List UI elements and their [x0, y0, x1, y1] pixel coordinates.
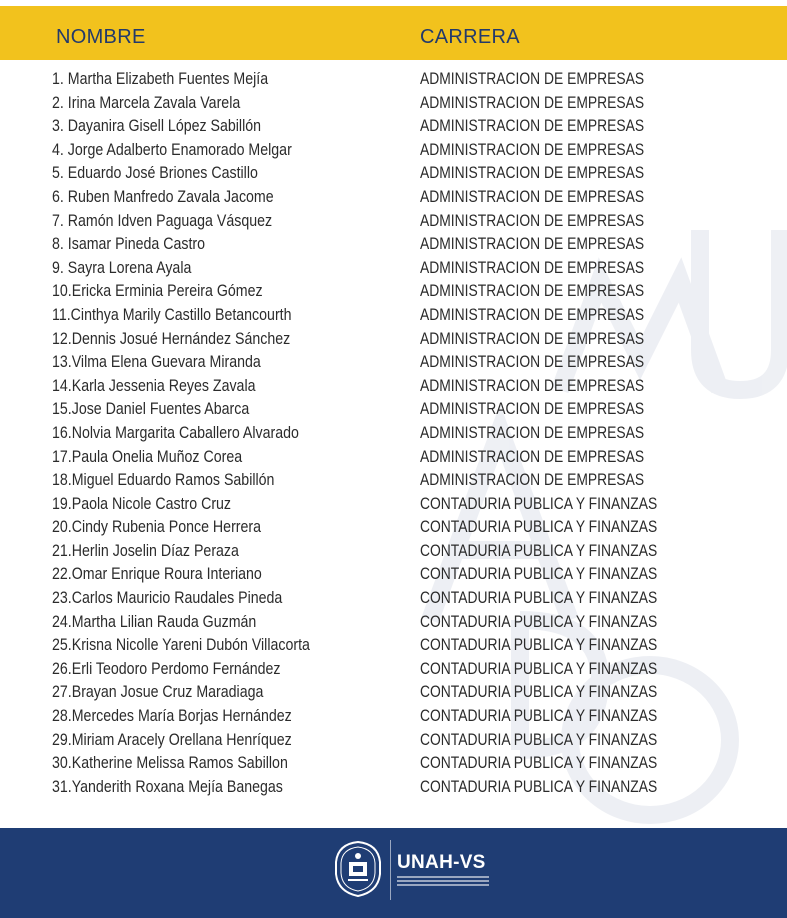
table-row	[0, 729, 787, 753]
student-career: ADMINISTRACION DE EMPRESAS	[420, 471, 645, 490]
table-row	[0, 351, 787, 375]
student-name: 6. Ruben Manfredo Zavala Jacome	[52, 187, 274, 206]
student-name: 29.Miriam Aracely Orellana Henríquez	[52, 730, 292, 749]
student-name: 10.Ericka Erminia Pereira Gómez	[52, 282, 263, 301]
table-row	[0, 139, 787, 163]
student-name: 17.Paula Onelia Muñoz Corea	[52, 447, 243, 466]
table-row	[0, 422, 787, 446]
student-career: ADMINISTRACION DE EMPRESAS	[420, 329, 645, 348]
student-career: ADMINISTRACION DE EMPRESAS	[420, 282, 645, 301]
student-name: 7. Ramón Idven Paguaga Vásquez	[52, 211, 273, 230]
table-row	[0, 540, 787, 564]
table-row	[0, 398, 787, 422]
student-career: ADMINISTRACION DE EMPRESAS	[420, 117, 645, 136]
table-row	[0, 280, 787, 304]
student-list	[0, 68, 787, 799]
student-career: CONTADURIA PUBLICA Y FINANZAS	[420, 565, 658, 584]
student-name: 15.Jose Daniel Fuentes Abarca	[52, 400, 250, 419]
table-row	[0, 304, 787, 328]
student-name: 12.Dennis Josué Hernández Sánchez	[52, 329, 291, 348]
student-career: ADMINISTRACION DE EMPRESAS	[420, 353, 645, 372]
table-row	[0, 681, 787, 705]
table-header	[0, 6, 787, 60]
student-name: 13.Vilma Elena Guevara Miranda	[52, 353, 261, 372]
table-row	[0, 257, 787, 281]
student-career: ADMINISTRACION DE EMPRESAS	[420, 211, 645, 230]
student-career: CONTADURIA PUBLICA Y FINANZAS	[420, 636, 658, 655]
student-name: 19.Paola Nicole Castro Cruz	[52, 494, 232, 513]
table-row	[0, 752, 787, 776]
student-name: 24.Martha Lilian Rauda Guzmán	[52, 612, 257, 631]
table-row	[0, 92, 787, 116]
logo-wordmark: UNAH-VS	[397, 852, 486, 873]
student-name: 2. Irina Marcela Zavala Varela	[52, 93, 241, 112]
student-career: ADMINISTRACION DE EMPRESAS	[420, 93, 645, 112]
student-name: 5. Eduardo José Briones Castillo	[52, 164, 258, 183]
table-row	[0, 375, 787, 399]
student-name: 16.Nolvia Margarita Caballero Alvarado	[52, 423, 299, 442]
student-name: 11.Cinthya Marily Castillo Betancourth	[52, 305, 292, 324]
student-career: CONTADURIA PUBLICA Y FINANZAS	[420, 518, 658, 537]
student-career: CONTADURIA PUBLICA Y FINANZAS	[420, 541, 658, 560]
student-career: ADMINISTRACION DE EMPRESAS	[420, 447, 645, 466]
table-row	[0, 446, 787, 470]
student-career: CONTADURIA PUBLICA Y FINANZAS	[420, 754, 658, 773]
footer-band	[0, 828, 787, 918]
table-row	[0, 611, 787, 635]
logo-divider	[390, 840, 391, 900]
student-name: 20.Cindy Rubenia Ponce Herrera	[52, 518, 262, 537]
student-name: 22.Omar Enrique Roura Interiano	[52, 565, 262, 584]
student-name: 1. Martha Elizabeth Fuentes Mejía	[52, 70, 269, 88]
table-row	[0, 658, 787, 682]
student-career: ADMINISTRACION DE EMPRESAS	[420, 376, 645, 395]
table-row	[0, 186, 787, 210]
student-name: 27.Brayan Josue Cruz Maradiaga	[52, 683, 264, 702]
student-career: CONTADURIA PUBLICA Y FINANZAS	[420, 777, 658, 796]
university-seal-icon	[334, 840, 382, 898]
student-name: 23.Carlos Mauricio Raudales Pineda	[52, 589, 283, 608]
student-career: CONTADURIA PUBLICA Y FINANZAS	[420, 589, 658, 608]
logo-tagline-lines	[397, 876, 489, 886]
table-row	[0, 233, 787, 257]
student-name: 3. Dayanira Gisell López Sabillón	[52, 117, 262, 136]
table-row	[0, 115, 787, 139]
table-row	[0, 776, 787, 800]
student-career: CONTADURIA PUBLICA Y FINANZAS	[420, 659, 658, 678]
student-name: 18.Miguel Eduardo Ramos Sabillón	[52, 471, 275, 490]
student-name: 25.Krisna Nicolle Yareni Dubón Villacorta	[52, 636, 310, 655]
student-career: CONTADURIA PUBLICA Y FINANZAS	[420, 494, 658, 513]
student-name: 28.Mercedes María Borjas Hernández	[52, 707, 292, 726]
student-name: 21.Herlin Joselin Díaz Peraza	[52, 541, 239, 560]
student-career: ADMINISTRACION DE EMPRESAS	[420, 258, 645, 277]
student-name: 30.Katherine Melissa Ramos Sabillon	[52, 754, 288, 773]
table-row	[0, 68, 787, 92]
student-career: ADMINISTRACION DE EMPRESAS	[420, 400, 645, 419]
column-header-nombre: NOMBRE	[56, 26, 146, 48]
student-name: 26.Erli Teodoro Perdomo Fernández	[52, 659, 281, 678]
table-row	[0, 563, 787, 587]
student-career: ADMINISTRACION DE EMPRESAS	[420, 70, 645, 88]
table-row	[0, 162, 787, 186]
student-name: 14.Karla Jessenia Reyes Zavala	[52, 376, 256, 395]
student-career: ADMINISTRACION DE EMPRESAS	[420, 423, 645, 442]
table-row	[0, 516, 787, 540]
table-row	[0, 328, 787, 352]
student-career: CONTADURIA PUBLICA Y FINANZAS	[420, 730, 658, 749]
table-row	[0, 210, 787, 234]
table-row	[0, 493, 787, 517]
student-career: ADMINISTRACION DE EMPRESAS	[420, 305, 645, 324]
table-row	[0, 634, 787, 658]
student-career: ADMINISTRACION DE EMPRESAS	[420, 235, 645, 254]
student-name: 4. Jorge Adalberto Enamorado Melgar	[52, 140, 292, 159]
student-name: 9. Sayra Lorena Ayala	[52, 258, 192, 277]
student-name: 31.Yanderith Roxana Mejía Banegas	[52, 777, 283, 796]
student-career: CONTADURIA PUBLICA Y FINANZAS	[420, 707, 658, 726]
column-header-carrera: CARRERA	[420, 26, 520, 48]
table-row	[0, 587, 787, 611]
table-row	[0, 705, 787, 729]
student-career: CONTADURIA PUBLICA Y FINANZAS	[420, 683, 658, 702]
student-name: 8. Isamar Pineda Castro	[52, 235, 206, 254]
table-row	[0, 469, 787, 493]
student-career: ADMINISTRACION DE EMPRESAS	[420, 164, 645, 183]
student-career: CONTADURIA PUBLICA Y FINANZAS	[420, 612, 658, 631]
student-career: ADMINISTRACION DE EMPRESAS	[420, 187, 645, 206]
student-career: ADMINISTRACION DE EMPRESAS	[420, 140, 645, 159]
